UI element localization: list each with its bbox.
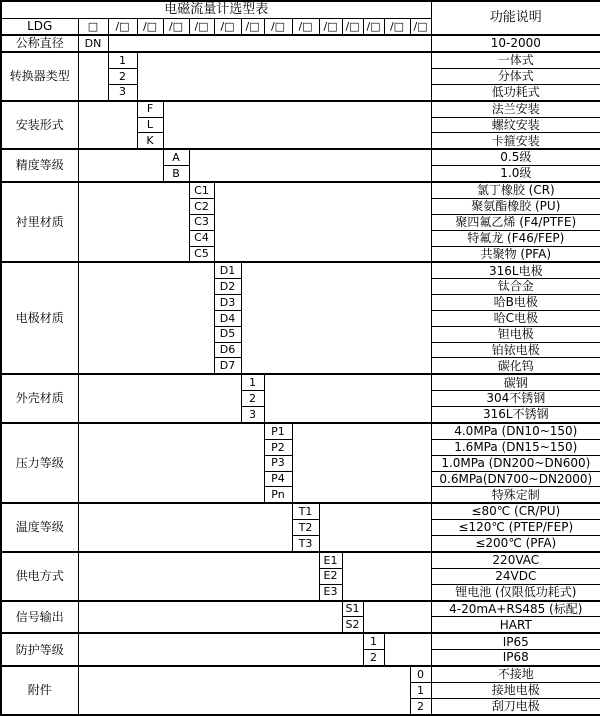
desc-cell: HART: [431, 617, 600, 633]
table-row: [1, 552, 600, 568]
spacer-cell: [78, 423, 264, 503]
spacer-cell: [78, 52, 108, 101]
desc-cell: 316L不锈钢: [431, 407, 600, 423]
desc-cell: 特殊定制: [431, 487, 600, 503]
desc-cell: ≤200℃ (PFA): [431, 536, 600, 552]
desc-cell: 分体式: [431, 68, 600, 84]
model-code-slot: /□: [108, 19, 137, 35]
code-cell: DN: [78, 35, 108, 52]
spacer-cell: [78, 182, 189, 262]
desc-cell: ≤120℃ (PTEP/FEP): [431, 520, 600, 536]
table-row: [1, 35, 600, 52]
model-code-slot: /□: [264, 19, 292, 35]
code-cell: C5: [189, 246, 214, 262]
table-row: [1, 601, 600, 617]
desc-cell: 钛合金: [431, 279, 600, 295]
code-cell: P4: [264, 471, 292, 487]
spacer-cell: [264, 374, 431, 423]
model-code-slot: /□: [410, 19, 431, 35]
desc-cell: 螺纹安装: [431, 117, 600, 133]
category-temperature-rating: 温度等级: [1, 503, 78, 552]
category-lining-material: 衬里材质: [1, 182, 78, 262]
desc-cell: IP65: [431, 633, 600, 649]
desc-cell: 一体式: [431, 52, 600, 68]
category-accessories: 附件: [1, 666, 78, 715]
category-nominal-diameter: 公称直径: [1, 35, 78, 52]
spacer-cell: [78, 633, 363, 666]
model-code-slot: /□: [319, 19, 342, 35]
model-code-slot: /□: [214, 19, 241, 35]
category-signal-output: 信号输出: [1, 601, 78, 634]
spacer-cell: [78, 149, 163, 182]
model-prefix: LDG: [1, 19, 78, 35]
title-row: [1, 1, 600, 19]
table-row: [1, 182, 600, 198]
category-accuracy-grade: 精度等级: [1, 149, 78, 182]
code-cell: T3: [292, 536, 319, 552]
spacer-cell: [342, 552, 431, 601]
code-cell: 1: [108, 52, 137, 68]
desc-cell: 法兰安装: [431, 101, 600, 117]
desc-cell: IP68: [431, 650, 600, 666]
spacer-cell: [78, 666, 410, 715]
spacer-cell: [137, 52, 431, 101]
code-cell: D5: [214, 326, 241, 342]
spacer-cell: [78, 101, 137, 150]
desc-cell: 碳钢: [431, 374, 600, 390]
code-cell: 2: [108, 68, 137, 84]
code-cell: D1: [214, 262, 241, 278]
model-code-slot: /□: [363, 19, 384, 35]
code-cell: C3: [189, 214, 214, 230]
model-code-slot: /□: [189, 19, 214, 35]
spacer-cell: [214, 182, 431, 262]
desc-cell: 共聚物 (PFA): [431, 246, 600, 262]
category-power-supply: 供电方式: [1, 552, 78, 601]
code-cell: 0: [410, 666, 431, 682]
spacer-cell: [241, 262, 431, 374]
code-cell: T2: [292, 520, 319, 536]
code-cell: D2: [214, 279, 241, 295]
model-code-box: □: [78, 19, 108, 35]
code-cell: C4: [189, 230, 214, 246]
code-cell: E1: [319, 552, 342, 568]
desc-cell: 刮刀电极: [431, 698, 600, 715]
spacer-cell: [384, 633, 431, 666]
model-code-slot: /□: [342, 19, 363, 35]
desc-cell: 1.6MPa (DN15~150): [431, 439, 600, 455]
code-cell: D6: [214, 342, 241, 358]
spacer-cell: [78, 601, 342, 634]
table-row: [1, 262, 600, 278]
table-row: [1, 374, 600, 390]
model-code-slot: /□: [292, 19, 319, 35]
code-cell: 1: [241, 374, 264, 390]
code-cell: 3: [108, 84, 137, 100]
desc-cell: 聚氨酯橡胶 (PU): [431, 199, 600, 215]
category-converter-type: 转换器类型: [1, 52, 78, 101]
desc-cell: 聚四氟乙烯 (F4/PTFE): [431, 214, 600, 230]
code-cell: L: [137, 117, 163, 133]
desc-cell: 钽电极: [431, 326, 600, 342]
category-installation-type: 安装形式: [1, 101, 78, 150]
code-cell: E3: [319, 584, 342, 600]
code-cell: C2: [189, 199, 214, 215]
model-code-slot: /□: [163, 19, 189, 35]
function-column-header: 功能说明: [431, 1, 600, 35]
code-cell: D3: [214, 295, 241, 311]
desc-cell: 4.0MPa (DN10~150): [431, 423, 600, 439]
desc-cell: 低功耗式: [431, 84, 600, 100]
code-cell: E2: [319, 568, 342, 584]
code-cell: P2: [264, 439, 292, 455]
code-cell: 2: [410, 698, 431, 715]
desc-cell: 特氟龙 (F46/FEP): [431, 230, 600, 246]
desc-cell: 哈C电极: [431, 310, 600, 326]
desc-cell: 316L电极: [431, 262, 600, 278]
model-code-slot: /□: [137, 19, 163, 35]
desc-cell: ≤80℃ (CR/PU): [431, 503, 600, 519]
table-row: [1, 149, 600, 165]
category-protection-rating: 防护等级: [1, 633, 78, 666]
table-title: 电磁流量计选型表: [1, 1, 431, 19]
category-housing-material: 外壳材质: [1, 374, 78, 423]
spacer-cell: [189, 149, 431, 182]
spacer-cell: [108, 35, 431, 52]
desc-cell: 碳化钨: [431, 358, 600, 374]
desc-cell: 0.5级: [431, 149, 600, 165]
spacer-cell: [163, 101, 431, 150]
spacer-cell: [363, 601, 431, 634]
code-cell: P1: [264, 423, 292, 439]
spacer-cell: [292, 423, 431, 503]
code-cell: K: [137, 133, 163, 149]
code-cell: C1: [189, 182, 214, 198]
desc-cell: 24VDC: [431, 568, 600, 584]
code-cell: 1: [363, 633, 384, 649]
spacer-cell: [78, 503, 292, 552]
spacer-cell: [78, 374, 241, 423]
code-cell: F: [137, 101, 163, 117]
model-code-slot: /□: [241, 19, 264, 35]
code-cell: T1: [292, 503, 319, 519]
desc-cell: 铂铱电极: [431, 342, 600, 358]
code-cell: 2: [241, 391, 264, 407]
desc-cell: 1.0MPa (DN200~DN600): [431, 455, 600, 471]
desc-cell: 10-2000: [431, 35, 600, 52]
desc-cell: 304不锈钢: [431, 391, 600, 407]
desc-cell: 接地电极: [431, 683, 600, 699]
desc-cell: 1.0级: [431, 166, 600, 182]
desc-cell: 卡箍安装: [431, 133, 600, 149]
table-row: [1, 503, 600, 519]
table-row: [1, 101, 600, 117]
desc-cell: 锂电池 (仅限低功耗式): [431, 584, 600, 600]
spacer-cell: [78, 552, 319, 601]
table-row: [1, 52, 600, 68]
desc-cell: 4-20mA+RS485 (标配): [431, 601, 600, 617]
code-cell: D7: [214, 358, 241, 374]
code-cell: P3: [264, 455, 292, 471]
category-electrode-material: 电极材质: [1, 262, 78, 374]
code-cell: Pn: [264, 487, 292, 503]
table-row: [1, 633, 600, 649]
code-cell: A: [163, 149, 189, 165]
code-cell: S2: [342, 617, 363, 633]
code-cell: B: [163, 166, 189, 182]
code-cell: 3: [241, 407, 264, 423]
desc-cell: 不接地: [431, 666, 600, 682]
code-cell: D4: [214, 310, 241, 326]
desc-cell: 氯丁橡胶 (CR): [431, 182, 600, 198]
code-cell: 1: [410, 683, 431, 699]
code-cell: 2: [363, 650, 384, 666]
code-cell: S1: [342, 601, 363, 617]
table-row: [1, 423, 600, 439]
desc-cell: 220VAC: [431, 552, 600, 568]
table-row: [1, 666, 600, 682]
model-code-slot: /□: [384, 19, 410, 35]
desc-cell: 哈B电极: [431, 295, 600, 311]
spacer-cell: [319, 503, 431, 552]
category-pressure-rating: 压力等级: [1, 423, 78, 503]
desc-cell: 0.6MPa(DN700~DN2000): [431, 471, 600, 487]
spacer-cell: [78, 262, 214, 374]
